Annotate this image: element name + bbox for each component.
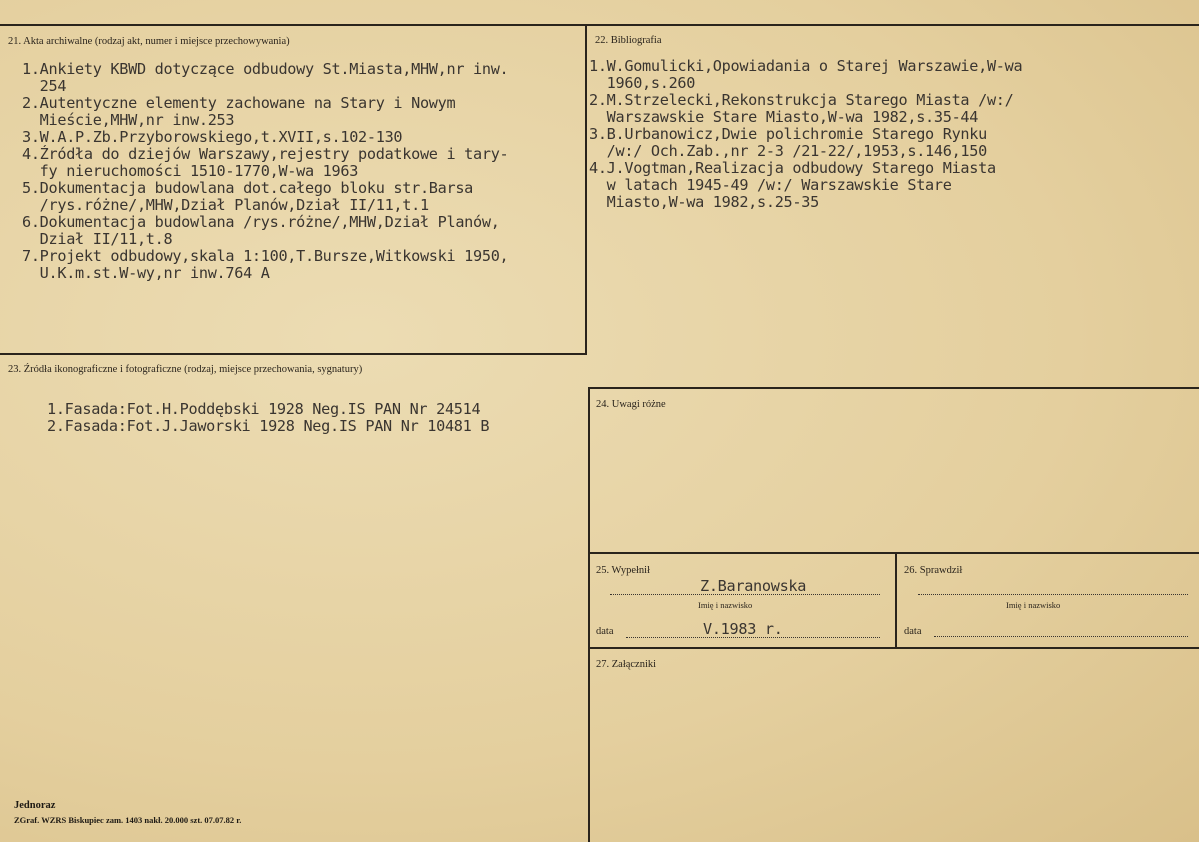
s21-line: /rys.różne/,MHW,Dział Planów,Dział II/11,t.1: [22, 196, 429, 214]
footer-printer: ZGraf. WZRS Biskupiec zam. 1403 nakł. 20.000 szt. 07.07.82 r.: [14, 815, 242, 825]
s22-line: w latach 1945-49 /w:/ Warszawskie Stare: [589, 176, 952, 194]
filled-by-name-line: [610, 594, 880, 595]
s22-line: 2.M.Strzelecki,Rekonstrukcja Starego Miasta /w:/: [589, 91, 1014, 109]
divider-25-26: [895, 553, 897, 648]
s21-line: fy nieruchomości 1510-1770,W-wa 1963: [22, 162, 359, 180]
s21-line: 6.Dokumentacja budowlana /rys.różne/,MHW,Dział Planów,: [22, 213, 500, 231]
center-divider-upper: [585, 24, 587, 354]
section-22-content: [589, 58, 1022, 211]
center-divider-lower: [588, 388, 590, 842]
divider-21-23: [0, 353, 587, 355]
s22-line: 4.J.Vogtman,Realizacja odbudowy Starego Miasta: [589, 159, 996, 177]
s22-line: Miasto,W-wa 1982,s.25-35: [589, 193, 819, 211]
checked-by-name-line: [918, 594, 1188, 595]
section-23-content: [47, 401, 489, 435]
s21-line: 254: [22, 77, 67, 95]
s23-line: 1.Fasada:Fot.H.Poddębski 1928 Neg.IS PAN Nr 24514: [47, 400, 481, 418]
checked-by-date-label: data: [904, 626, 922, 637]
s21-line: 1.Ankiety KBWD dotyczące odbudowy St.Miasta,MHW,nr inw.: [22, 60, 509, 78]
section-27-label: 27. Załączniki: [596, 659, 657, 670]
section-24-label: 24. Uwagi różne: [596, 399, 666, 410]
s21-line: 4.Źródła do dziejów Warszawy,rejestry podatkowe i tary-: [22, 145, 509, 163]
filled-by-date-label: data: [596, 626, 614, 637]
s22-line: /w:/ Och.Zab.,nr 2-3 /21-22/,1953,s.146,150: [589, 142, 987, 160]
s22-line: 3.B.Urbanowicz,Dwie polichromie Starego Rynku: [589, 125, 987, 143]
s21-line: Mieście,MHW,nr inw.253: [22, 111, 235, 129]
divider-25-27: [588, 647, 1199, 649]
section-23-label: 23. Źródła ikonograficzne i fotograficzne (rodzaj, miejsce przechowania, sygnatury): [8, 364, 363, 375]
filled-by-date: V.1983 r.: [703, 620, 783, 638]
s22-line: 1.W.Gomulicki,Opowiadania o Starej Warszawie,W-wa: [589, 57, 1023, 75]
section-21-label: 21. Akta archiwalne (rodzaj akt, numer i miejsce przechowywania): [8, 36, 290, 47]
s23-line: 2.Fasada:Fot.J.Jaworski 1928 Neg.IS PAN Nr 10481 B: [47, 417, 490, 435]
s21-line: 3.W.A.P.Zb.Przyborowskiego,t.XVII,s.102-130: [22, 128, 403, 146]
section-22-label: 22. Bibliografia: [595, 35, 662, 46]
divider-22-24: [588, 387, 1199, 389]
section-26-label: 26. Sprawdził: [904, 565, 963, 576]
filled-by-name-caption: Imię i nazwisko: [698, 600, 753, 610]
top-border: [0, 24, 1199, 26]
checked-by-name-caption: Imię i nazwisko: [1006, 600, 1061, 610]
section-21-content: [22, 61, 508, 282]
s22-line: Warszawskie Stare Miasto,W-wa 1982,s.35-44: [589, 108, 979, 126]
footer-title: Jednoraz: [14, 800, 56, 811]
s22-line: 1960,s.260: [589, 74, 696, 92]
filled-by-date-line: [626, 637, 880, 638]
filled-by-name: Z.Baranowska: [700, 577, 807, 595]
checked-by-date-line: [934, 636, 1188, 637]
section-25-label: 25. Wypełnił: [596, 565, 651, 576]
s21-line: 2.Autentyczne elementy zachowane na Stary i Nowym: [22, 94, 456, 112]
divider-24-25: [588, 552, 1199, 554]
s21-line: 7.Projekt odbudowy,skala 1:100,T.Bursze,Witkowski 1950,: [22, 247, 509, 265]
s21-line: U.K.m.st.W-wy,nr inw.764 A: [22, 264, 270, 282]
s21-line: 5.Dokumentacja budowlana dot.całego bloku str.Barsa: [22, 179, 474, 197]
s21-line: Dział II/11,t.8: [22, 230, 173, 248]
